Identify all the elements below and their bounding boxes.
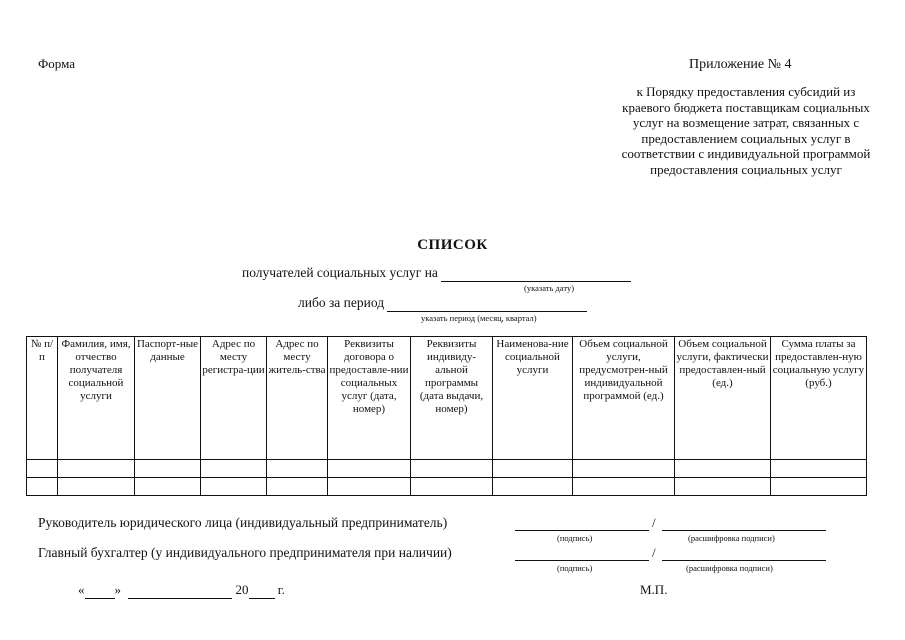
table-cell[interactable]	[58, 460, 135, 478]
col-header-registration-address: Адрес по месту регистра-ции	[201, 337, 267, 460]
table-cell[interactable]	[267, 478, 328, 496]
head-decoding-field[interactable]	[662, 530, 826, 531]
table-cell[interactable]	[771, 460, 867, 478]
table-cell[interactable]	[135, 460, 201, 478]
form-label: Форма	[38, 56, 75, 71]
accountant-signature-field[interactable]	[515, 560, 649, 561]
document-title: СПИСОК	[417, 237, 488, 253]
table-cell[interactable]	[675, 460, 771, 478]
appendix-title: Приложение № 4	[689, 57, 792, 72]
col-header-contract-details: Реквизиты договора о предоставле-нии социальных услуг (дата, номер)	[328, 337, 411, 460]
table-cell[interactable]	[201, 478, 267, 496]
date-line	[78, 582, 285, 599]
col-header-fee-amount: Сумма платы за предоставлен-ную социальную услугу (руб.)	[771, 337, 867, 460]
accountant-signature-label: Главный бухгалтер (у индивидуального предпринимателя при наличии)	[38, 545, 452, 560]
date-field[interactable]	[441, 265, 631, 282]
accountant-signature-slash: /	[652, 545, 656, 560]
table-cell[interactable]	[201, 460, 267, 478]
year-field[interactable]	[249, 582, 275, 599]
date-hint: (указать дату)	[524, 283, 575, 293]
period-line	[298, 295, 587, 312]
table-cell[interactable]	[135, 478, 201, 496]
table-row	[27, 478, 867, 496]
col-header-program-details: Реквизиты индивиду-альной программы (дата выдачи, номер)	[411, 337, 493, 460]
stamp-place: М.П.	[640, 582, 668, 597]
appendix-body: к Порядку предоставления субсидий из краевого бюджета поставщикам социальных услуг на возмещение затрат, связанных с предоставлением социальных услуг в соответствии с индивидуальной программой предоставления социальных услуг	[621, 84, 871, 177]
col-header-number: № п/п	[27, 337, 58, 460]
table-cell[interactable]	[675, 478, 771, 496]
table-cell[interactable]	[573, 478, 675, 496]
year-suffix: г.	[277, 582, 285, 597]
table-cell[interactable]	[771, 478, 867, 496]
head-signature-slash: /	[652, 515, 656, 530]
col-header-fullname: Фамилия, имя, отчество получателя социальной услуги	[58, 337, 135, 460]
table-cell[interactable]	[27, 460, 58, 478]
table-cell[interactable]	[27, 478, 58, 496]
col-header-service-name: Наименова-ние социальной услуги	[493, 337, 573, 460]
date-close-quote: »	[114, 582, 121, 597]
period-field[interactable]	[387, 295, 587, 312]
table-cell[interactable]	[573, 460, 675, 478]
table-cell[interactable]	[411, 460, 493, 478]
table-cell[interactable]	[267, 460, 328, 478]
head-signature-label: Руководитель юридического лица (индивидуальный предприниматель)	[38, 515, 448, 530]
accountant-signature-caption: (подпись)	[557, 563, 593, 573]
table-cell[interactable]	[328, 460, 411, 478]
head-decoding-caption: (расшифровка подписи)	[688, 533, 775, 543]
head-signature-field[interactable]	[515, 530, 649, 531]
col-header-actual-volume: Объем социальной услуги, фактически предоставлен-ный (ед.)	[675, 337, 771, 460]
table-row	[27, 460, 867, 478]
period-hint: указать период (месяц, квартал)	[421, 313, 537, 323]
col-header-passport: Паспорт-ные данные	[135, 337, 201, 460]
accountant-decoding-field[interactable]	[662, 560, 826, 561]
table-cell[interactable]	[493, 478, 573, 496]
table-header-row	[27, 337, 867, 460]
table-cell[interactable]	[411, 478, 493, 496]
day-field[interactable]	[85, 582, 115, 599]
head-signature-caption: (подпись)	[557, 533, 593, 543]
year-prefix: 20	[235, 582, 249, 597]
col-header-residence-address: Адрес по месту житель-ства	[267, 337, 328, 460]
recipients-table	[26, 336, 867, 496]
accountant-decoding-caption: (расшифровка подписи)	[686, 563, 773, 573]
month-field[interactable]	[128, 582, 232, 599]
table-cell[interactable]	[58, 478, 135, 496]
recipients-line	[242, 265, 631, 282]
recipients-line-text: получателей социальных услуг на	[242, 265, 438, 280]
period-line-text: либо за период	[298, 295, 385, 310]
table-cell[interactable]	[328, 478, 411, 496]
date-open-quote: «	[78, 582, 85, 597]
table-cell[interactable]	[493, 460, 573, 478]
col-header-planned-volume: Объем социальной услуги, предусмотрен-ный индивидуальной программой (ед.)	[573, 337, 675, 460]
